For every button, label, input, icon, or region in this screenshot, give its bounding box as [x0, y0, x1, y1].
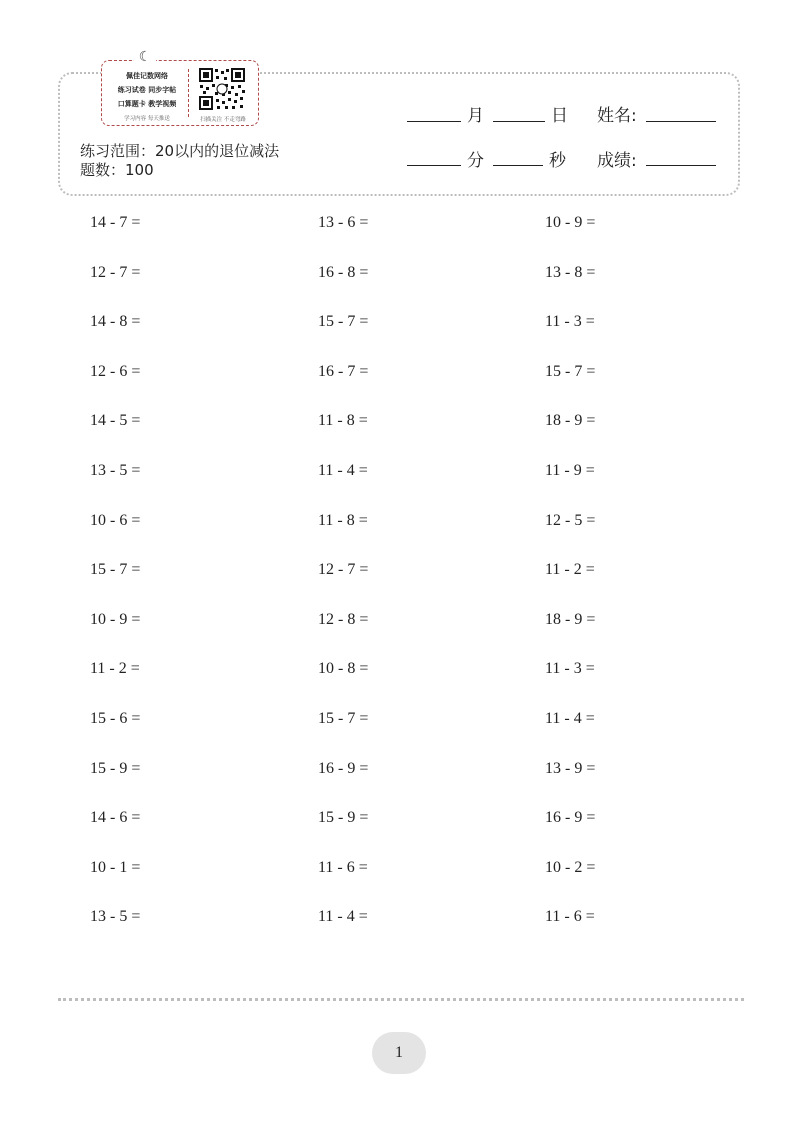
score-label: 成绩: — [597, 151, 637, 171]
problem-r12-c2: 16 - 9 = — [318, 759, 369, 777]
day-label: 日 — [551, 106, 568, 126]
problem-r1-c3: 10 - 9 = — [545, 214, 596, 231]
problem-r15-c1: 13 - 5 = — [90, 908, 141, 926]
logo-icon: ☾ — [134, 49, 156, 65]
qr-card — [101, 49, 259, 126]
score-blank[interactable] — [646, 165, 716, 166]
month-blank[interactable] — [407, 121, 461, 122]
problem-r5-c3: 18 - 9 = — [545, 412, 596, 430]
qr-scan-text: 扫描关注 不走弯路 — [200, 117, 246, 123]
problem-r2-c3: 13 - 8 = — [545, 263, 596, 281]
problem-r15-c2: 11 - 4 = — [318, 908, 368, 926]
day-blank[interactable] — [493, 121, 545, 122]
problem-r2-c1: 12 - 7 = — [90, 263, 141, 281]
problem-r2-c2: 16 - 8 = — [318, 263, 369, 281]
qr-card-divider — [188, 69, 189, 117]
problem-r10-c2: 10 - 8 = — [318, 660, 369, 678]
problem-r9-c1: 10 - 9 = — [90, 610, 141, 628]
problem-r14-c3: 10 - 2 = — [545, 858, 596, 876]
problem-r11-c1: 15 - 6 = — [90, 710, 141, 727]
problem-r10-c3: 11 - 3 = — [545, 660, 595, 678]
problem-r3-c1: 14 - 8 = — [90, 313, 141, 331]
problem-r10-c1: 11 - 2 = — [90, 660, 140, 678]
problem-r4-c3: 15 - 7 = — [545, 362, 596, 380]
problem-r13-c2: 15 - 9 = — [318, 809, 369, 827]
problem-r8-c1: 15 - 7 = — [90, 561, 141, 579]
qr-card-line4: 学习内容 每天推送 — [124, 116, 170, 122]
problem-r6-c2: 11 - 4 = — [318, 462, 368, 479]
problem-r9-c3: 18 - 9 = — [545, 610, 596, 628]
problem-r5-c2: 11 - 8 = — [318, 412, 368, 430]
footer-divider — [58, 998, 744, 1001]
problem-r11-c2: 15 - 7 = — [318, 710, 369, 727]
problem-r6-c1: 13 - 5 = — [90, 462, 141, 479]
problem-r14-c2: 11 - 6 = — [318, 858, 368, 876]
month-label: 月 — [467, 106, 484, 126]
problem-r13-c3: 16 - 9 = — [545, 809, 596, 827]
problem-r1-c1: 14 - 7 = — [90, 214, 141, 231]
problem-r8-c2: 12 - 7 = — [318, 561, 369, 579]
second-label: 秒 — [549, 151, 566, 171]
name-blank[interactable] — [646, 121, 716, 122]
problem-r13-c1: 14 - 6 = — [90, 809, 141, 827]
page-number: 1 — [372, 1032, 426, 1074]
second-blank[interactable] — [493, 165, 543, 166]
problem-r5-c1: 14 - 5 = — [90, 412, 141, 430]
qr-code-icon — [198, 67, 246, 111]
qr-card-line2: 练习试卷 同步字帖 — [117, 86, 177, 94]
problem-r7-c2: 11 - 8 = — [318, 511, 368, 529]
problem-r14-c1: 10 - 1 = — [90, 858, 141, 876]
problem-r12-c3: 13 - 9 = — [545, 759, 596, 777]
problem-r11-c3: 11 - 4 = — [545, 710, 595, 727]
problem-r6-c3: 11 - 9 = — [545, 462, 595, 479]
problem-r1-c2: 13 - 6 = — [318, 214, 369, 231]
minute-blank[interactable] — [407, 165, 461, 166]
practice-range: 练习范围：20以内的退位减法 题数：100 — [80, 142, 280, 179]
problem-r7-c3: 12 - 5 = — [545, 511, 596, 529]
minute-label: 分 — [467, 151, 484, 171]
problem-r4-c2: 16 - 7 = — [318, 362, 369, 380]
problem-r4-c1: 12 - 6 = — [90, 362, 141, 380]
problem-r12-c1: 15 - 9 = — [90, 759, 141, 777]
problem-r15-c3: 11 - 6 = — [545, 908, 595, 926]
problem-r7-c1: 10 - 6 = — [90, 511, 141, 529]
qr-card-line1: 佩佳记数网络 — [126, 72, 168, 80]
problem-r3-c3: 11 - 3 = — [545, 313, 595, 331]
qr-card-line3: 口算题卡 教学视频 — [117, 100, 177, 108]
name-label: 姓名: — [597, 106, 637, 126]
problem-r3-c2: 15 - 7 = — [318, 313, 369, 331]
problem-r8-c3: 11 - 2 = — [545, 561, 595, 579]
problem-r9-c2: 12 - 8 = — [318, 610, 369, 628]
